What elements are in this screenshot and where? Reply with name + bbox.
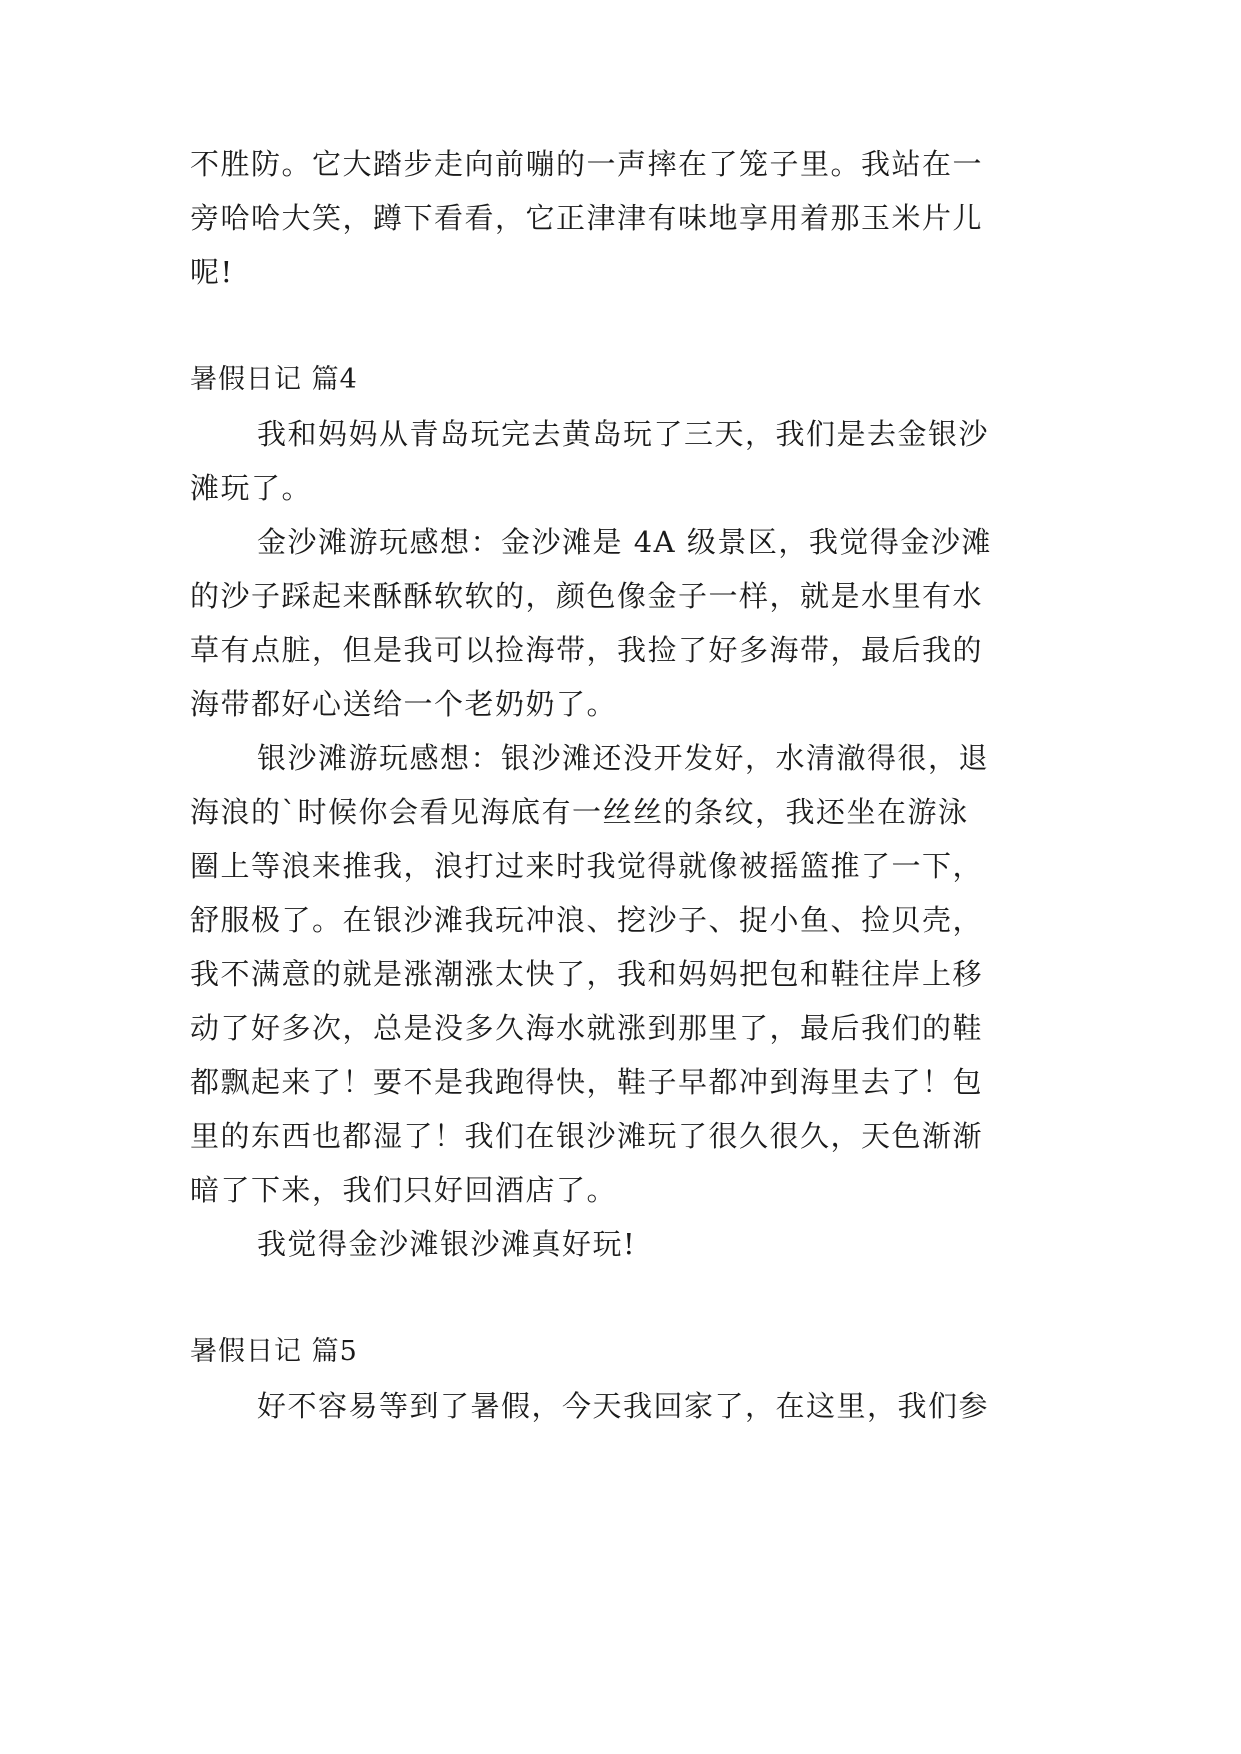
section-heading-4: 暑假日记 篇4	[190, 364, 358, 395]
paragraph-line: 我觉得金沙滩银沙滩真好玩!	[257, 1227, 637, 1261]
paragraph-line: 好不容易等到了暑假，今天我回家了，在这里，我们参	[257, 1389, 990, 1423]
paragraph-line: 的沙子踩起来酥酥软软的，颜色像金子一样，就是水里有水	[190, 579, 984, 613]
paragraph-line: 呢!	[190, 255, 234, 289]
paragraph-line: 海带都好心送给一个老奶奶了。	[190, 687, 618, 721]
paragraph-line: 舒服极了。在银沙滩我玩冲浪、挖沙子、捉小鱼、捡贝壳，	[190, 903, 984, 937]
paragraph-line: 海浪的`时候你会看见海底有一丝丝的条纹，我还坐在游泳	[190, 795, 969, 829]
paragraph-line: 我不满意的就是涨潮涨太快了，我和妈妈把包和鞋往岸上移	[190, 957, 984, 991]
paragraph-line: 滩玩了。	[190, 471, 313, 505]
section-heading-5: 暑假日记 篇5	[190, 1336, 358, 1367]
paragraph-line: 不胜防。它大踏步走向前嘣的一声摔在了笼子里。我站在一	[190, 147, 984, 181]
paragraph-line: 动了好多次，总是没多久海水就涨到那里了，最后我们的鞋	[190, 1011, 984, 1045]
paragraph-line: 旁哈哈大笑，蹲下看看，它正津津有味地享用着那玉米片儿	[190, 201, 984, 235]
paragraph-line: 银沙滩游玩感想：银沙滩还没开发好，水清澈得很，退	[257, 741, 990, 775]
paragraph-line: 草有点脏，但是我可以捡海带，我捡了好多海带，最后我的	[190, 633, 984, 667]
paragraph-line: 暗了下来，我们只好回酒店了。	[190, 1173, 618, 1207]
paragraph-line: 都飘起来了！要不是我跑得快，鞋子早都冲到海里去了！包	[190, 1065, 984, 1099]
paragraph-line: 我和妈妈从青岛玩完去黄岛玩了三天，我们是去金银沙	[257, 417, 990, 451]
paragraph-line: 圈上等浪来推我，浪打过来时我觉得就像被摇篮推了一下，	[190, 849, 984, 883]
paragraph-line: 里的东西也都湿了！我们在银沙滩玩了很久很久，天色渐渐	[190, 1119, 984, 1153]
paragraph-line: 金沙滩游玩感想：金沙滩是 4A 级景区，我觉得金沙滩	[257, 525, 992, 559]
